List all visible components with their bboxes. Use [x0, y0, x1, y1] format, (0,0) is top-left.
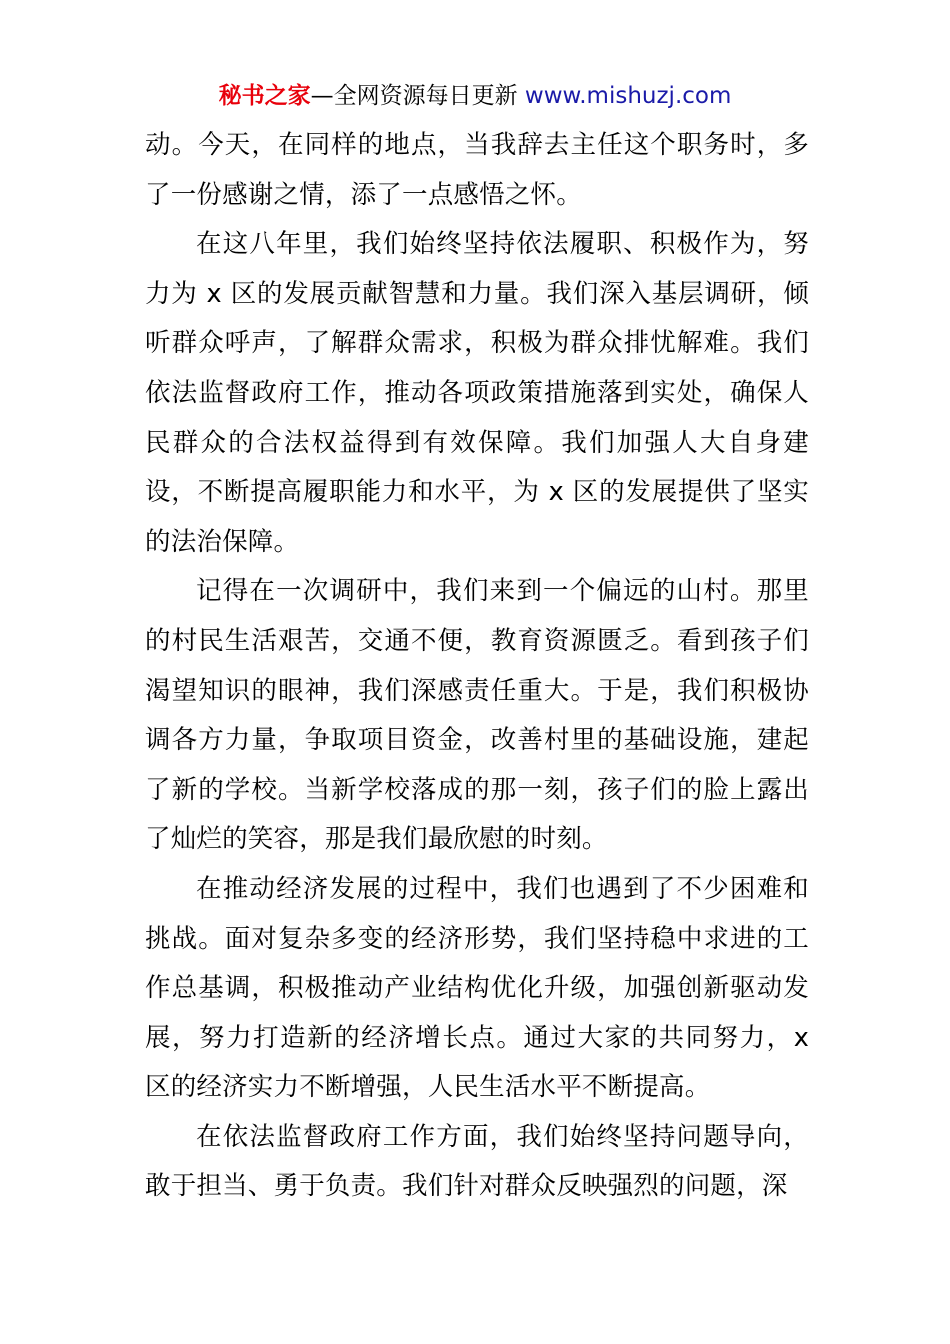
paragraph-1: 动。今天，在同样的地点，当我辞去主任这个职务时，多了一份感谢之情，添了一点感悟之怀。 [145, 130, 809, 210]
header-url-link[interactable]: www.mishuzj.com [524, 83, 732, 109]
paragraph-2: 在这八年里，我们始终坚持依法履职、积极作为，努力为 x 区的发展贡献智慧和力量。我们深入基层调研，倾听群众呼声，了解群众需求，积极为群众排忧解难。我们依法监督政府工作，推动各项政策措施落到实处，确保人民群众的合法权益得到有效保障。我们加强人大自身建设，不断提高履职能力和水平，为 x 区的发展提供了坚实的法治保障。 [145, 229, 809, 557]
paragraph-4: 在推动经济发展的过程中，我们也遇到了不少困难和挑战。面对复杂多变的经济形势，我们坚持稳中求进的工作总基调，积极推动产业结构优化升级，加强创新驱动发展，努力打造新的经济增长点。通过大家的共同努力，x 区的经济实力不断增强，人民生活水平不断提高。 [145, 873, 809, 1103]
document-body [145, 121, 809, 1212]
page-header [0, 80, 950, 112]
paragraph-5: 在依法监督政府工作方面，我们始终坚持问题导向，敢于担当、勇于负责。我们针对群众反映强烈的问题，深 [145, 1121, 809, 1202]
paragraph-3: 记得在一次调研中，我们来到一个偏远的山村。那里的村民生活艰苦，交通不便，教育资源匮乏。看到孩子们渴望知识的眼神，我们深感责任重大。于是，我们积极协调各方力量，争取项目资金，改善村里的基础设施，建起了新的学校。当新学校落成的那一刻，孩子们的脸上露出了灿烂的笑容，那是我们最欣慰的时刻。 [145, 576, 809, 855]
header-tagline: —全网资源每日更新 [310, 83, 525, 109]
header-brand: 秘书之家 [218, 83, 311, 109]
